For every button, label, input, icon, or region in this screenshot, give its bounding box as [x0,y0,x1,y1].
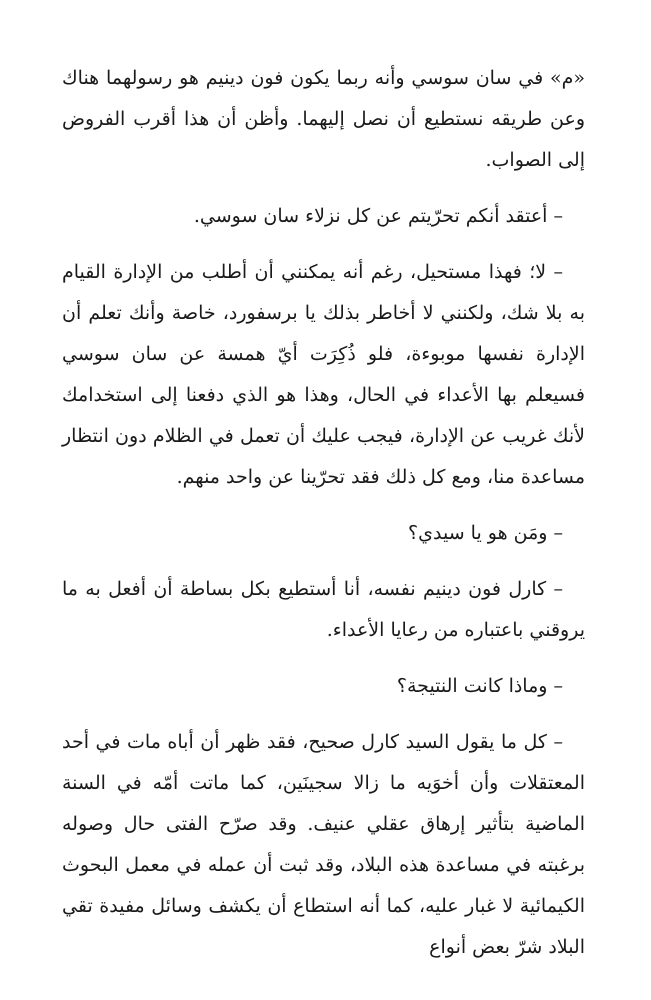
dialogue-line-5: – وماذا كانت النتيجة؟ [396,675,563,697]
paragraph-continuation: «م» في سان سوسي وأنه ربما يكون فون دينيم هو رسولهما هناك وعن طريقه نستطيع أن نصل إليهما. وأظن أن هذا أقرب الفروض إلى الصواب. [62,67,585,171]
dialogue-line-1: – أعتقد أنكم تحرّيتم عن كل نزلاء سان سوسي. [193,205,563,227]
dialogue-line-3: – ومَن هو يا سيدي؟ [408,522,563,544]
dialogue-line-2: – لا؛ فهذا مستحيل، رغم أنه يمكنني أن أطلب من الإدارة القيام به بلا شك، ولكنني لا أخاطر بذلك يا برسفورد، خاصة وأنك تعلم أن الإدارة نفسها موبوءة، فلو ذُكِرَت أيّ همسة عن سان سوسي فسيعلم بها الأعداء في الحال، وهذا هو الذي دفعنا إلى استخدامك لأنك غريب عن الإدارة، فيجب عليك أن تعمل في الظلام دون انتظار مساعدة منا، ومع كل ذلك فقد تحرّينا عن واحد منهم. [62,261,585,488]
book-page [62,58,585,968]
dialogue-line-6: – كل ما يقول السيد كارل صحيح، فقد ظهر أن أباه مات في أحد المعتقلات وأن أخوَيه ما زالا سجينَين، كما ماتت أمّه في السنة الماضية بتأثير إرهاق عقلي عنيف. وقد صرّح الفتى حال وصوله برغبته في مساعدة هذه البلاد، وقد ثبت أن عمله في معمل البحوث الكيمائية لا غبار عليه، كما أنه استطاع أن يكشف وسائل مفيدة تقي البلاد شرّ بعض أنواع [62,731,586,958]
dialogue-line-4: – كارل فون دينيم نفسه، أنا أستطيع بكل بساطة أن أفعل به ما يروقني باعتباره من رعايا الأعداء. [62,578,585,641]
